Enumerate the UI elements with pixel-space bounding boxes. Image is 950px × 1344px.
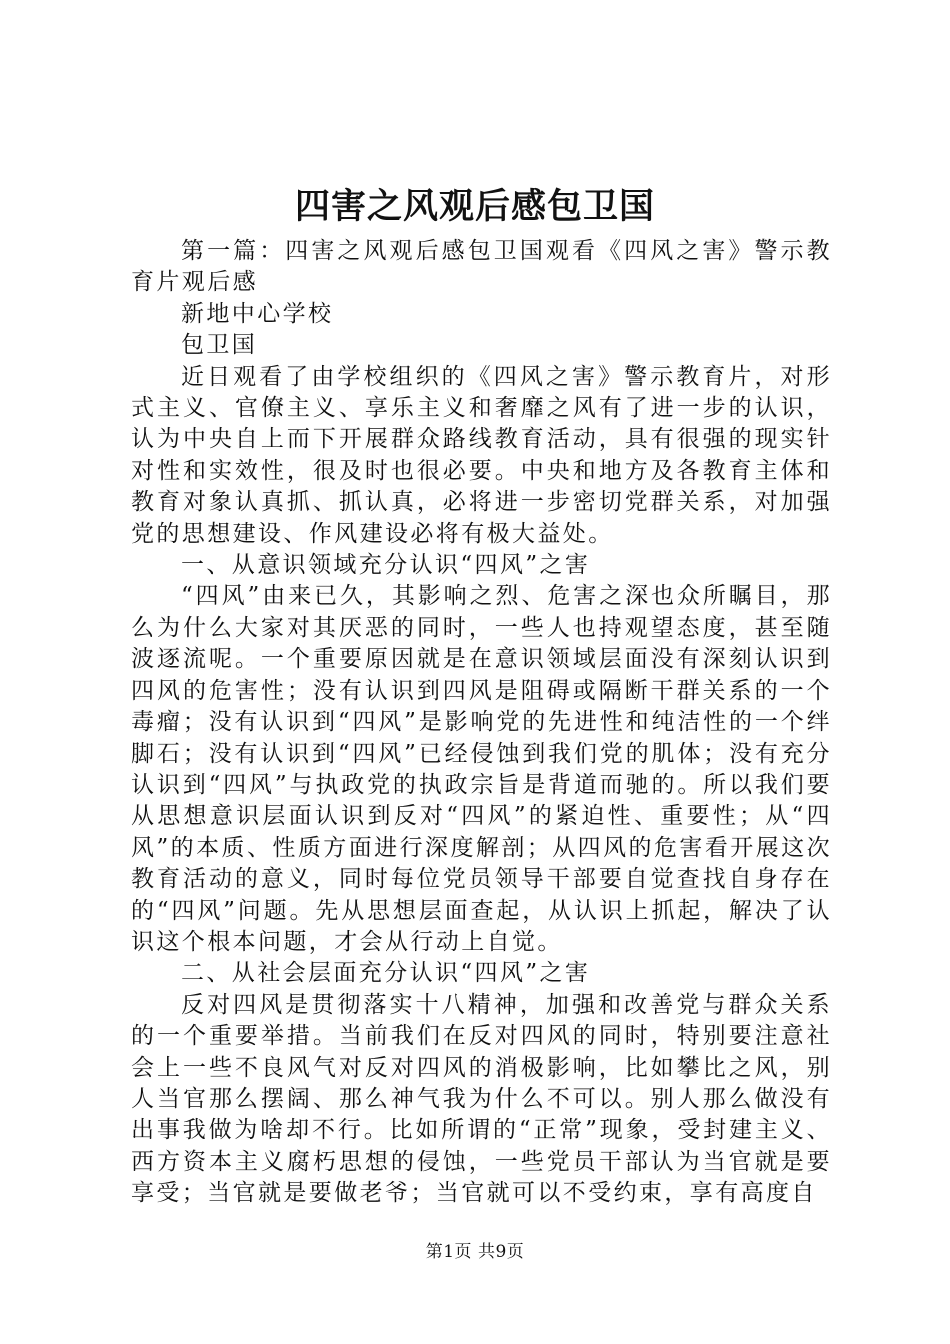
paragraph-school: 新地中心学校 (181, 300, 334, 327)
section-heading-1: 一、从意识领域充分认识“四风”之害 (181, 552, 591, 579)
paragraph-section-2: 反对四风是贯彻落实十八精神，加强和改善党与群众关系的一个重要举措。当前我们在反对四风的同时，特别要注意社会上一些不良风气对反对四风的消极影响，比如攀比之风，别人当官那么摆阔、那么神气我为什么不可以。别人那么做没有出事我做为啥却不行。比如所谓的“正常”现象，受封建主义、西方资本主义腐朽思想的侵蚀，一些党员干部认为当官就是要享受；当官就是要做老爷；当官就可以不受约束，享有高度自 (131, 991, 832, 1207)
document-body (131, 236, 832, 1210)
page-footer: 第1页 共9页 (425, 1242, 525, 1262)
paragraph-intro: 近日观看了由学校组织的《四风之害》警示教育片，对形式主义、官僚主义、享乐主义和奢靡之风有了进一步的认识，认为中央自上而下开展群众路线教育活动，具有很强的现实针对性和实效性，很及时也很必要。中央和地方及各教育主体和教育对象认真抓、抓认真，必将进一步密切党群关系，对加强党的思想建设、作风建设必将有极大益处。 (131, 363, 832, 547)
section-heading-2: 二、从社会层面充分认识“四风”之害 (181, 960, 591, 987)
paragraph-section-1: “四风”由来已久，其影响之烈、危害之深也众所瞩目，那么为什么大家对其厌恶的同时，一些人也持观望态度，甚至随波逐流呢。一个重要原因就是在意识领域层面没有深刻认识到四风的危害性；没有认识到四风是阻碍或隔断干群关系的一个毒瘤；没有认识到“四风”是影响党的先进性和纯洁性的一个绊脚石；没有认识到“四风”已经侵蚀到我们党的肌体；没有充分认识到“四风”与执政党的执政宗旨是背道而驰的。所以我们要从思想意识层面认识到反对“四风”的紧迫性、重要性；从“四风”的本质、性质方面进行深度解剖；从四风的危害看开展这次教育活动的意义，同时每位党员领导干部要自觉查找自身存在的“四风”问题。先从思想层面查起，从认识上抓起，解决了认识这个根本问题，才会从行动上自觉。 (131, 583, 832, 955)
paragraph-author: 包卫国 (181, 332, 258, 359)
paragraph-heading-line: 第一篇：四害之风观后感包卫国观看《四风之害》警示教育片观后感 (131, 238, 832, 296)
document-title: 四害之风观后感包卫国 (294, 186, 655, 227)
